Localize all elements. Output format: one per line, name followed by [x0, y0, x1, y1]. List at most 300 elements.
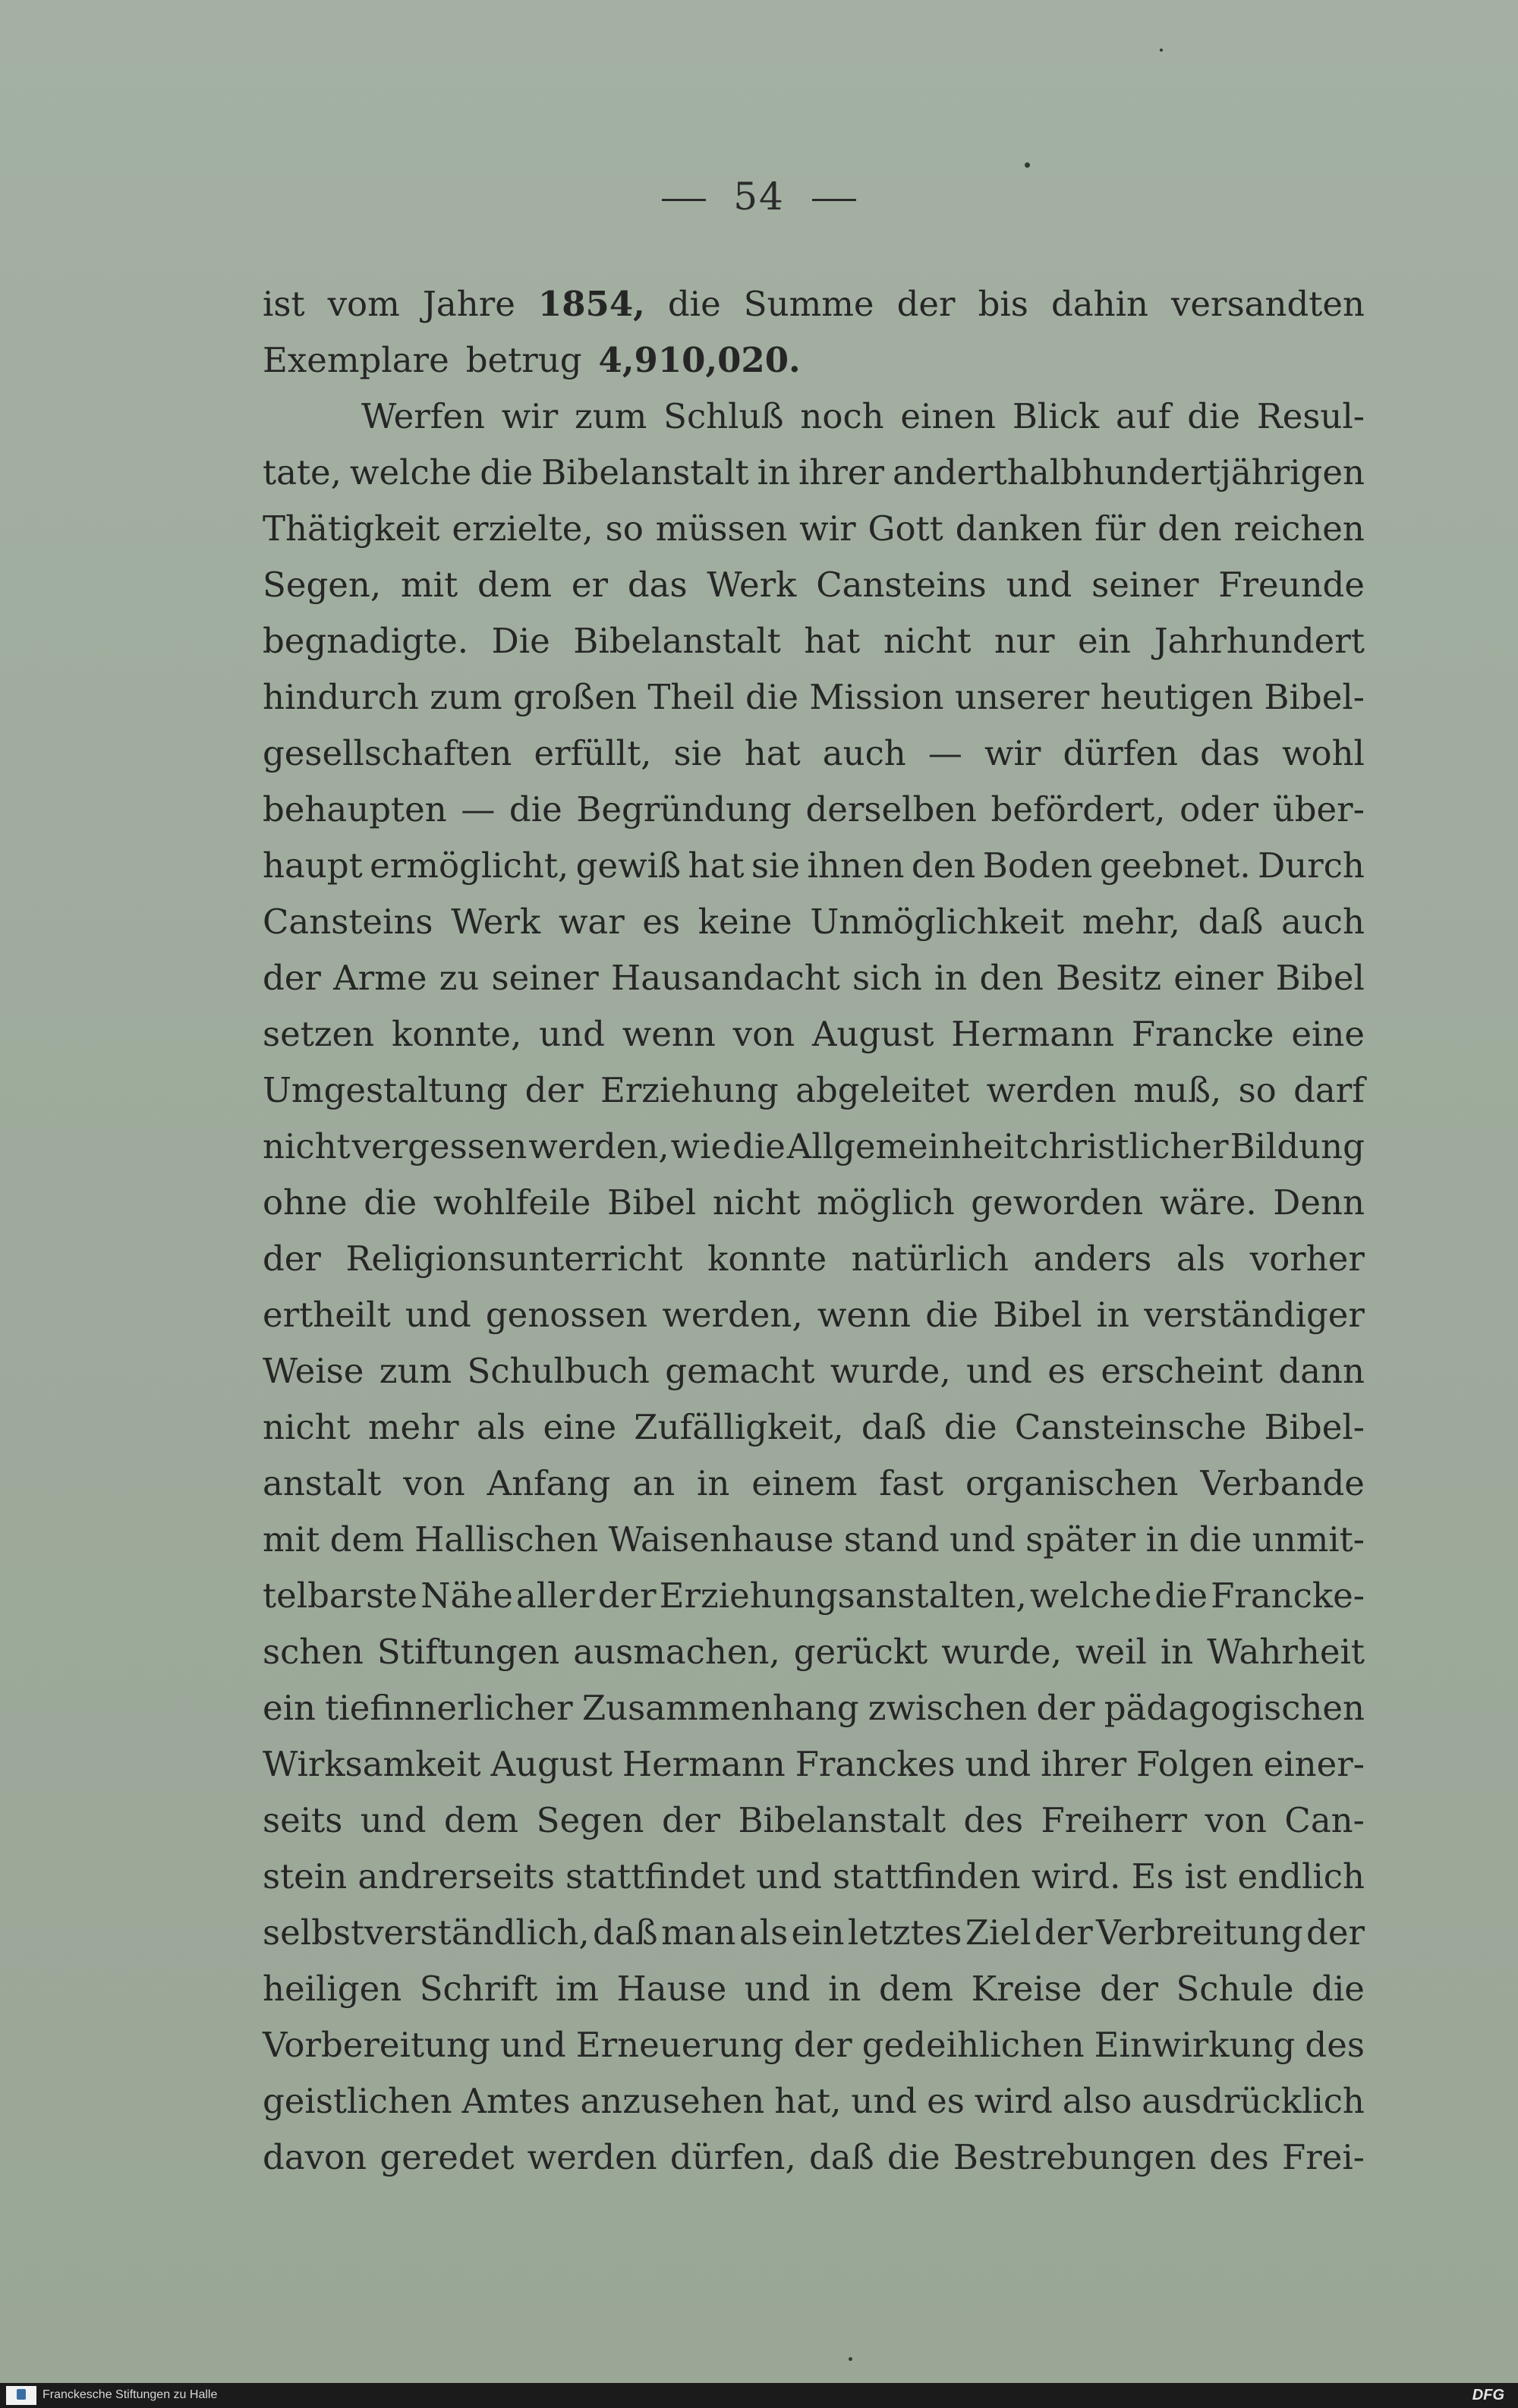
- word: eine: [543, 1407, 617, 1447]
- word: ist: [1184, 1856, 1227, 1896]
- word: Can-: [1284, 1800, 1365, 1840]
- word: heiligen: [263, 1969, 402, 2009]
- word: von: [732, 1014, 795, 1054]
- word: Hermann: [622, 1744, 786, 1784]
- word: dürfen,: [669, 2137, 796, 2177]
- word: Bibelanstalt: [738, 1800, 946, 1840]
- text-line: [263, 669, 1365, 726]
- word: der: [263, 958, 321, 998]
- word: begnadigte.: [263, 621, 469, 661]
- word: Resul-: [1256, 396, 1365, 436]
- speck: [1025, 162, 1030, 168]
- word: Freunde: [1218, 565, 1365, 605]
- word: verständiger: [1144, 1295, 1365, 1335]
- word: noch: [800, 396, 884, 436]
- word: Besitz: [1056, 958, 1162, 998]
- word: Werk: [707, 565, 797, 605]
- word: geistlichen: [263, 2081, 452, 2121]
- word: anstalt: [263, 1463, 382, 1503]
- word: sie: [751, 845, 801, 886]
- word: —: [927, 733, 962, 773]
- word: ein: [791, 1912, 845, 1953]
- word: den: [1157, 508, 1222, 549]
- word: wohl: [1281, 733, 1365, 773]
- word: vergessen: [351, 1126, 528, 1166]
- text-line: [263, 501, 1365, 557]
- text-line: [263, 332, 1365, 389]
- word: als: [739, 1912, 789, 1953]
- text-line: [263, 950, 1365, 1006]
- word: Nähe: [420, 1575, 513, 1616]
- word: in: [828, 1969, 861, 2009]
- text-line: [263, 557, 1365, 613]
- word: es: [642, 902, 681, 942]
- word: betrug: [465, 340, 582, 380]
- speck: [849, 2357, 852, 2361]
- word: erzielte,: [452, 508, 594, 549]
- word: selbstverständlich,: [263, 1912, 590, 1953]
- text-line: [263, 2129, 1365, 2186]
- word: wäre.: [1159, 1182, 1257, 1223]
- word: stand: [843, 1519, 940, 1560]
- word: werden,: [662, 1295, 803, 1335]
- word: welche: [1029, 1575, 1152, 1616]
- word: und: [360, 1800, 427, 1840]
- word: mehr: [367, 1407, 459, 1447]
- word: im: [555, 1969, 599, 2009]
- word: Cansteins: [816, 565, 987, 605]
- word: wir: [984, 733, 1041, 773]
- word: abgeleitet: [795, 1070, 970, 1110]
- word: des: [1209, 2137, 1269, 2177]
- word: aller: [515, 1575, 595, 1616]
- word: ist: [263, 284, 305, 324]
- word: gedeihlichen: [861, 2025, 1085, 2065]
- word: die: [667, 284, 721, 324]
- word: seiner: [491, 958, 599, 998]
- word: einem: [751, 1463, 858, 1503]
- word: war: [558, 902, 625, 942]
- word: auch: [822, 733, 906, 773]
- word: einer-: [1263, 1744, 1365, 1784]
- text-line: [263, 1231, 1365, 1287]
- word: der: [1036, 1688, 1095, 1728]
- word: zu: [439, 958, 480, 998]
- word: weil: [1075, 1632, 1147, 1672]
- word: Weise: [263, 1351, 364, 1391]
- word: behaupten: [263, 789, 447, 829]
- word: Erziehung: [600, 1070, 779, 1110]
- text-line: [263, 276, 1365, 332]
- word: die: [745, 677, 799, 717]
- word: die: [887, 2137, 940, 2177]
- word: Cansteinsche: [1014, 1407, 1247, 1447]
- word: in: [934, 958, 968, 998]
- word: die: [1154, 1575, 1208, 1616]
- word: dem: [444, 1800, 519, 1840]
- word: Francke-: [1211, 1575, 1365, 1616]
- text-line: [263, 1343, 1365, 1399]
- dfg-logo: DFG: [1472, 2387, 1504, 2403]
- word: Ziel: [965, 1912, 1031, 1953]
- word: August: [811, 1014, 934, 1054]
- word: und: [499, 2025, 566, 2065]
- word: sich: [852, 958, 922, 998]
- word: Hausandacht: [610, 958, 840, 998]
- word: pädagogischen: [1104, 1688, 1365, 1728]
- word: ausmachen,: [573, 1632, 780, 1672]
- word: und: [965, 1744, 1031, 1784]
- word: schen: [263, 1632, 364, 1672]
- word: dürfen: [1063, 733, 1179, 773]
- word: wurde,: [830, 1351, 951, 1391]
- word: bis: [978, 284, 1028, 324]
- word: Es: [1131, 1856, 1174, 1896]
- word: Jahre: [422, 284, 515, 324]
- word: Bibel-: [1264, 677, 1365, 717]
- word: einen: [900, 396, 997, 436]
- word: mit: [401, 565, 458, 605]
- word: Segen,: [263, 565, 382, 605]
- text-line: [263, 1568, 1365, 1624]
- text-line: [263, 1849, 1365, 1905]
- word: mehr,: [1082, 902, 1180, 942]
- word: und: [851, 2081, 918, 2121]
- word: stattfinden: [833, 1856, 1021, 1896]
- word: heutigen: [1100, 677, 1254, 717]
- word: in: [1160, 1632, 1194, 1672]
- word: die: [509, 789, 562, 829]
- word: zwischen: [868, 1688, 1028, 1728]
- word: Bibelanstalt: [541, 452, 749, 493]
- word: seiner: [1091, 565, 1199, 605]
- word: ihrer: [798, 452, 885, 493]
- word: und: [539, 1014, 605, 1054]
- word: danken: [955, 508, 1083, 549]
- text-line: [263, 445, 1365, 501]
- word: der: [1100, 1969, 1158, 2009]
- text-line: [263, 1905, 1365, 1961]
- word: mit: [263, 1519, 320, 1560]
- word: Stiftungen: [376, 1632, 560, 1672]
- text-line: [263, 389, 1365, 445]
- text-line: [263, 838, 1365, 894]
- word: August: [490, 1744, 613, 1784]
- word: Gott: [868, 508, 943, 549]
- word: also: [1062, 2081, 1132, 2121]
- word: Folgen: [1136, 1744, 1254, 1784]
- text-line: [263, 1736, 1365, 1793]
- word: daß: [808, 2137, 874, 2177]
- word: für: [1094, 508, 1146, 549]
- word: nur: [994, 621, 1055, 661]
- word: Waisenhause: [608, 1519, 834, 1560]
- word: in: [1145, 1519, 1179, 1560]
- word: Einwirkung: [1094, 2025, 1296, 2065]
- speck: [1160, 49, 1163, 52]
- text-line: [263, 2017, 1365, 2073]
- word: der: [793, 2025, 852, 2065]
- word: nicht: [712, 1182, 801, 1223]
- word: Religionsunterricht: [345, 1239, 683, 1279]
- text-line: [263, 1961, 1365, 2017]
- word: an: [632, 1463, 676, 1503]
- word: Cansteins: [263, 902, 433, 942]
- word: Zusammenhang: [581, 1688, 859, 1728]
- word: Exemplare: [263, 340, 449, 380]
- institution-logo-icon: [6, 2386, 36, 2405]
- word: christlicher: [1029, 1126, 1229, 1166]
- word: nicht: [883, 621, 972, 661]
- word: großen: [512, 677, 638, 717]
- word: daß: [861, 1407, 927, 1447]
- word: wird.: [1031, 1856, 1121, 1896]
- word: er: [571, 565, 609, 605]
- word: Umgestaltung: [263, 1070, 509, 1110]
- word: ausdrücklich: [1142, 2081, 1365, 2121]
- word: ohne: [263, 1182, 348, 1223]
- dash-right: [812, 199, 856, 201]
- text-line: [263, 782, 1365, 838]
- text-line: [263, 1287, 1365, 1343]
- word: derselben: [805, 789, 977, 829]
- text-line: [263, 1119, 1365, 1175]
- word: wird: [974, 2081, 1053, 2121]
- word: Verbande: [1200, 1463, 1365, 1503]
- word: und: [1006, 565, 1072, 605]
- page-number-header: [0, 175, 1518, 219]
- word: eine: [1291, 1014, 1365, 1054]
- word: den: [979, 958, 1044, 998]
- word: 1854,: [537, 284, 645, 324]
- word: der: [662, 1800, 720, 1840]
- word: gemacht: [665, 1351, 815, 1391]
- text-line: [263, 1456, 1365, 1512]
- word: müssen: [655, 508, 788, 549]
- word: daß: [593, 1912, 658, 1953]
- word: konnte,: [391, 1014, 522, 1054]
- word: zum: [379, 1351, 452, 1391]
- word: gesellschaften: [263, 733, 512, 773]
- word: Anfang: [487, 1463, 611, 1503]
- word: Arme: [333, 958, 427, 998]
- word: versandten: [1171, 284, 1365, 324]
- word: in: [1096, 1295, 1130, 1335]
- text-line: [263, 894, 1365, 950]
- word: Francke: [1131, 1014, 1274, 1054]
- word: Schulbuch: [467, 1351, 650, 1391]
- word: von: [403, 1463, 465, 1503]
- word: vorher: [1249, 1239, 1365, 1279]
- word: davon: [263, 2137, 367, 2177]
- word: gewiß: [575, 845, 682, 886]
- word: wohlfeile: [433, 1182, 591, 1223]
- word: tate,: [263, 452, 342, 493]
- word: ihnen: [807, 845, 905, 886]
- text-line: [263, 1175, 1365, 1231]
- word: auf: [1115, 396, 1171, 436]
- word: Bestrebungen: [953, 2137, 1197, 2177]
- word: und: [950, 1519, 1016, 1560]
- word: den: [911, 845, 976, 886]
- word: Thätigkeit: [263, 508, 440, 549]
- word: Mission: [809, 677, 944, 717]
- text-line: [263, 1793, 1365, 1849]
- institution-name: Franckesche Stiftungen zu Halle: [43, 2388, 218, 2401]
- word: Erziehungsanstalten,: [659, 1575, 1027, 1616]
- word: stattfindet: [565, 1856, 745, 1896]
- word: reichen: [1233, 508, 1365, 549]
- word: Kreise: [971, 1969, 1082, 2009]
- word: Verbreitung: [1096, 1912, 1303, 1953]
- word: daß: [1198, 902, 1264, 942]
- word: haupt: [263, 845, 363, 886]
- page-number: 54: [733, 175, 785, 219]
- word: stein: [263, 1856, 348, 1896]
- word: letztes: [847, 1912, 962, 1953]
- text-line: [263, 2073, 1365, 2129]
- text-line: [263, 1512, 1365, 1568]
- text-line: [263, 726, 1365, 782]
- word: nicht: [263, 1407, 351, 1447]
- word: Freiherr: [1041, 1800, 1187, 1840]
- word: Amtes: [461, 2081, 571, 2121]
- word: sie: [673, 733, 723, 773]
- word: das: [627, 565, 688, 605]
- word: es: [1047, 1351, 1086, 1391]
- word: Blick: [1012, 396, 1100, 436]
- word: als: [476, 1407, 526, 1447]
- word: vom: [327, 284, 400, 324]
- word: Bibelanstalt: [573, 621, 781, 661]
- word: wenn: [622, 1014, 716, 1054]
- word: wie: [670, 1126, 732, 1166]
- word: so: [605, 508, 644, 549]
- word: Werfen: [361, 396, 485, 436]
- word: anzusehen: [580, 2081, 765, 2121]
- word: organischen: [965, 1463, 1179, 1503]
- word: Boden: [982, 845, 1093, 886]
- word: oder: [1179, 789, 1259, 829]
- word: fast: [879, 1463, 944, 1503]
- word: welche: [349, 452, 472, 493]
- word: erfüllt,: [534, 733, 652, 773]
- word: werden: [527, 2137, 657, 2177]
- word: anders: [1033, 1239, 1152, 1279]
- word: befördert,: [990, 789, 1166, 829]
- word: so: [1238, 1070, 1277, 1110]
- word: hat,: [774, 2081, 842, 2121]
- word: werden,: [528, 1126, 669, 1166]
- word: wir: [501, 396, 559, 436]
- word: die: [364, 1182, 417, 1223]
- word: andrerseits: [357, 1856, 555, 1896]
- word: wurde,: [941, 1632, 1062, 1672]
- text-line: [263, 1062, 1365, 1119]
- word: Bibel: [607, 1182, 697, 1223]
- word: dem: [329, 1519, 405, 1560]
- word: geworden: [971, 1182, 1144, 1223]
- word: genossen: [485, 1295, 648, 1335]
- word: zum: [430, 677, 502, 717]
- word: Schule: [1176, 1969, 1294, 2009]
- word: wenn: [817, 1295, 912, 1335]
- word: von: [1205, 1800, 1267, 1840]
- word: dann: [1278, 1351, 1365, 1391]
- word: einer: [1173, 958, 1264, 998]
- word: hat: [688, 845, 745, 886]
- word: später: [1025, 1519, 1136, 1560]
- word: über-: [1272, 789, 1365, 829]
- word: Schluß: [663, 396, 784, 436]
- text-line: [263, 1680, 1365, 1736]
- word: des: [1305, 2025, 1365, 2065]
- word: Hermann: [951, 1014, 1115, 1054]
- word: natürlich: [851, 1239, 1009, 1279]
- word: —: [461, 789, 496, 829]
- word: die: [732, 1126, 786, 1166]
- word: Die: [491, 621, 550, 661]
- word: werden: [986, 1070, 1116, 1110]
- word: und: [966, 1351, 1032, 1391]
- word: dem: [878, 1969, 954, 2009]
- word: endlich: [1237, 1856, 1365, 1896]
- word: Begründung: [576, 789, 792, 829]
- word: als: [1176, 1239, 1226, 1279]
- word: Bibel: [993, 1295, 1082, 1335]
- word: keine: [698, 902, 792, 942]
- word: die: [1189, 1519, 1242, 1560]
- word: nicht: [263, 1126, 351, 1166]
- word: des: [963, 1800, 1024, 1840]
- word: ihrer: [1041, 1744, 1127, 1784]
- word: in: [696, 1463, 730, 1503]
- word: telbarste: [263, 1575, 418, 1616]
- word: Zufälligkeit,: [634, 1407, 844, 1447]
- text-line: [263, 613, 1365, 669]
- word: Frei-: [1282, 2137, 1365, 2177]
- word: auch: [1280, 902, 1365, 942]
- word: Bildung: [1230, 1126, 1365, 1166]
- word: Hause: [616, 1969, 727, 2009]
- word: die: [480, 452, 534, 493]
- word: und: [744, 1969, 811, 2009]
- word: darf: [1293, 1070, 1365, 1110]
- word: ein: [263, 1688, 317, 1728]
- footer-bar: [0, 2383, 1518, 2408]
- word: möglich: [817, 1182, 955, 1223]
- body-text: [263, 276, 1365, 2186]
- word: ermöglicht,: [370, 845, 569, 886]
- word: Denn: [1273, 1182, 1365, 1223]
- word: muß,: [1133, 1070, 1222, 1110]
- word: Bibel: [1275, 958, 1365, 998]
- word: Hallischen: [414, 1519, 599, 1560]
- word: tiefinnerlicher: [325, 1688, 573, 1728]
- word: wir: [799, 508, 856, 549]
- text-line: [263, 1399, 1365, 1456]
- word: es: [927, 2081, 965, 2121]
- word: gerückt: [793, 1632, 928, 1672]
- word: das: [1200, 733, 1260, 773]
- word: Segen: [536, 1800, 644, 1840]
- word: zum: [574, 396, 647, 436]
- word: Werk: [451, 902, 541, 942]
- word: Schrift: [419, 1969, 538, 2009]
- word: und: [405, 1295, 471, 1335]
- word: geebnet.: [1099, 845, 1251, 886]
- word: der: [1306, 1912, 1365, 1953]
